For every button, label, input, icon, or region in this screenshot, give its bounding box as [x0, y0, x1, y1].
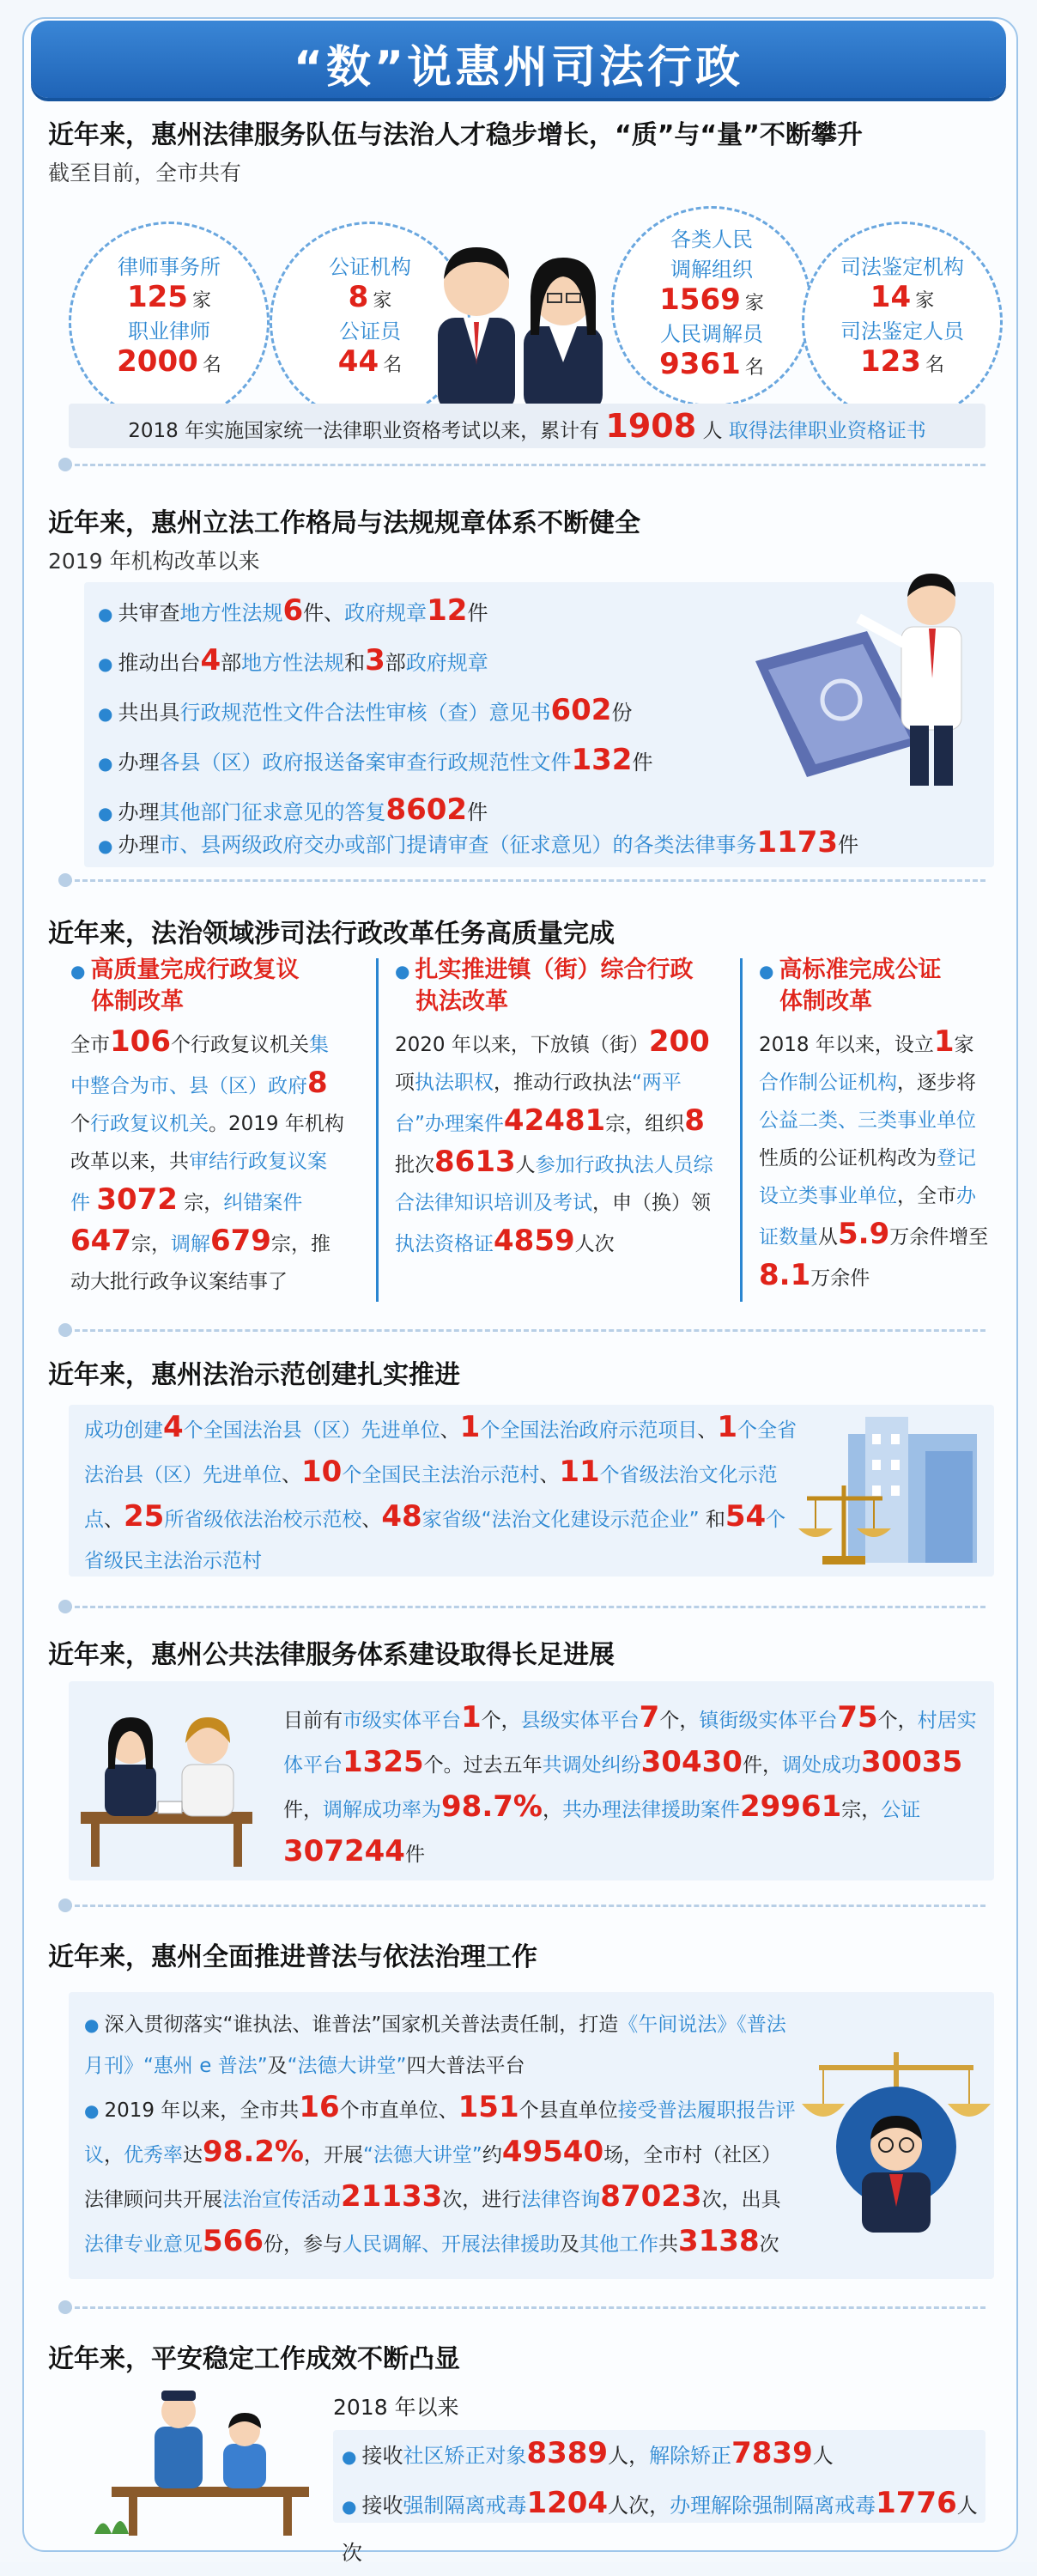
section-title: 近年来，惠州全面推进普法与依法治理工作	[48, 1942, 537, 1972]
reform-col-enforcement: ● 扎实推进镇（街）综合行政 执法改革 2020 年以来，下放镇（街）200项执法职权，推动行政执法“两平台”办理案件42481宗，组织8批次8613人参加行政执法人员综合法律知识培训及考试，申（换）领执法资格证4859人次	[395, 957, 713, 1258]
section-public-legal-service	[48, 1633, 992, 1671]
section-public-safety	[48, 2337, 992, 2375]
public-safety-list: 2018 年以来 ● 接收社区矫正对象8389人，解除矫正7839人 ● 接收强制隔离戒毒1204人次，办理解除强制隔离戒毒1776人次	[333, 2391, 985, 2523]
public-legal-service-card: 目前有市级实体平台1个，县级实体平台7个，镇街级实体平台75个，村居实体平台1325个。过去五年共调处纠纷30430件，调处成功30035件，调解成功率为98.7%，共办理法律援助案件29961宗，公证307244件	[69, 1681, 994, 1880]
reform-col-notary: ● 高标准完成公证 体制改革 2018 年以来，设立1家合作制公证机构，逐步将公益二类、三类事业单位性质的公证机构改为登记设立类事业单位，全市办证数量从5.9万余件增至8.1万余件	[759, 957, 989, 1292]
separator	[67, 1905, 985, 1907]
section-title: 近年来，平安稳定工作成效不断凸显	[48, 2344, 460, 2374]
section-title: 近年来，惠州法律服务队伍与法治人才稳步增长，“质”与“量”不断攀升	[48, 120, 863, 150]
stat-circle-forensic: 司法鉴定机构 14 家 司法鉴定人员 123 名	[802, 222, 1003, 422]
reform-col-review: ● 高质量完成行政复议 体制改革 全市106个行政复议机关集中整合为市、县（区）政府8个行政复议机关。2019 年机构改革以来，共审结行政复议案件 3072 宗，纠错案件 647宗，调解679宗，推动大批行政争议案结事了	[70, 957, 344, 1293]
section-title: 近年来，惠州法治示范创建扎实推进	[48, 1360, 460, 1390]
judge-scales-illustration	[802, 2044, 991, 2233]
separator	[67, 1329, 985, 1332]
column-divider	[740, 958, 743, 1302]
demonstration-card: 成功创建4个全国法治县（区）先进单位、1个全国法治政府示范项目、1个全省法治县（区）先进单位、10个全国民主法治示范村、11个省级法治文化示范点、25所省级依法治校示范校、48家省级“法治文化建设示范企业” 和54个省级民主法治示范村	[69, 1405, 994, 1577]
community-correction-illustration	[94, 2384, 318, 2538]
stat-circle-mediation: 各类人民 调解组织 1569 家 人民调解员 9361 名	[611, 206, 812, 407]
list-item: ● 办理各县（区）政府报送备案审查行政规范性文件132件	[98, 743, 653, 777]
list-item: ● 共出具行政规范性文件合法性审核（查）意见书602份	[98, 693, 633, 727]
section-subtitle: 2019 年机构改革以来	[48, 549, 260, 574]
section-title: 近年来，法治领域涉司法行政改革任务高质量完成	[48, 919, 615, 949]
stat-circle-notary: 公证机构 8 家 公证员 44 名	[270, 222, 470, 422]
list-item: ● 接收社区矫正对象8389人，解除矫正7839人	[342, 2436, 834, 2470]
section-title: 近年来，惠州立法工作格局与法规规章体系不断健全	[48, 508, 640, 538]
title-banner	[31, 21, 1006, 98]
separator	[67, 2306, 985, 2309]
list-item: ● 推动出台4部地方性法规和3部政府规章	[98, 643, 488, 677]
justice-building-illustration	[797, 1408, 992, 1580]
section-legal-workforce	[48, 113, 992, 187]
public-safety-card	[333, 2430, 985, 2565]
section-demonstration	[48, 1353, 992, 1391]
section-subtitle: 截至目前，全市共有	[48, 161, 242, 185]
section-reform	[48, 912, 992, 950]
list-item: ● 办理其他部门征求意见的答复8602件	[98, 793, 488, 827]
stat-circle-law-firms: 律师事务所 125 家 职业律师 2000 名	[69, 222, 270, 422]
separator	[67, 464, 985, 466]
list-item: ● 共审查地方性法规6件、政府规章12件	[98, 593, 488, 628]
separator	[67, 879, 985, 882]
list-item: ● 办理市、县两级政府交办或部门提请审查（征求意见）的各类法律事务1173件	[98, 825, 859, 860]
lawyers-illustration	[403, 215, 627, 412]
page-title: “数”说惠州司法行政	[293, 42, 744, 94]
section-legal-education	[48, 1935, 992, 1973]
presenter-illustration	[738, 532, 996, 790]
exam-summary-bar: 2018 年实施国家统一法律职业资格考试以来，累计有 1908 人 取得法律职业资格证书	[69, 404, 985, 448]
service-desk-illustration	[72, 1683, 270, 1872]
separator	[67, 1606, 985, 1608]
column-divider	[376, 958, 379, 1302]
section-title: 近年来，惠州公共法律服务体系建设取得长足进展	[48, 1640, 615, 1670]
list-item: ● 接收强制隔离戒毒1204人次，办理解除强制隔离戒毒1776人次	[342, 2486, 978, 2565]
legal-education-card: ● 深入贯彻落实“谁执法、谁普法”国家机关普法责任制，打造《午间说法》《普法月刊》“惠州 e 普法”及“法德大讲堂”四大普法平台 ● 2019 年以来，全市共16个市直单位、151个县直单位接受普法履职报告评议，优秀率达98.2%，开展“法德大讲堂”约49540场，全市村（社区）法律顾问共开展法治宣传活动21133次，进行法律咨询87023次，出具法律专业意见566份，参与人民调解、开展法律援助及其他工作共3138次	[69, 1992, 994, 2279]
